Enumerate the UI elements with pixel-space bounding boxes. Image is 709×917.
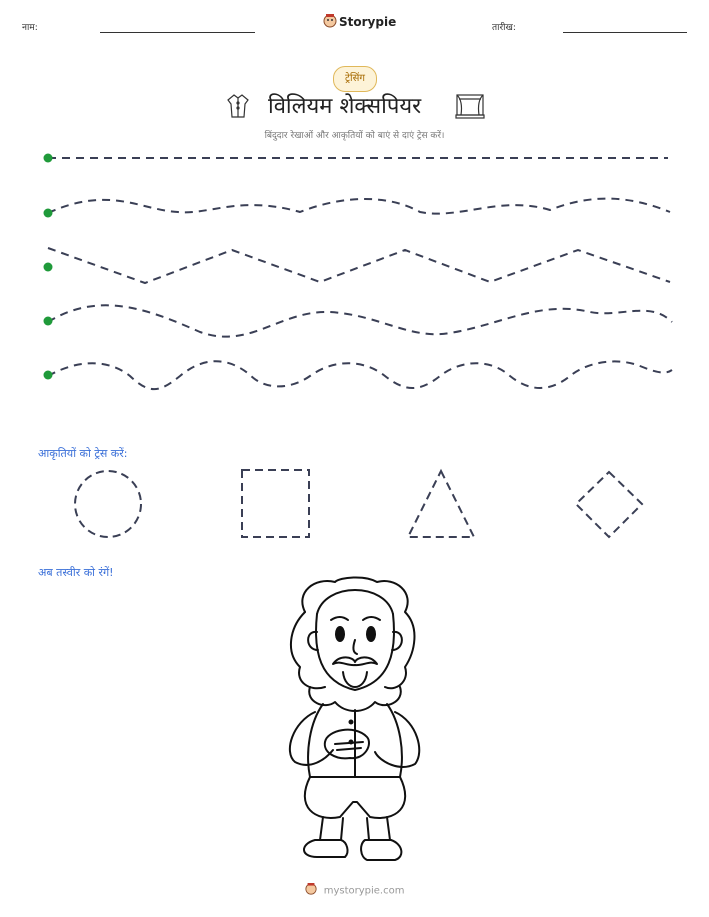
date-label: तारीख: — [492, 23, 516, 33]
theater-stage-icon — [455, 93, 485, 123]
footer — [0, 882, 709, 899]
date-field[interactable] — [563, 32, 687, 33]
tracing-line-wave-1 — [48, 199, 670, 214]
start-dot — [44, 317, 53, 326]
trace-shapes — [0, 462, 709, 547]
shakespeare-illustration — [255, 572, 455, 872]
name-field[interactable] — [100, 32, 255, 33]
trace-circle — [75, 471, 141, 537]
page-title: विलियम शेक्सपियर — [268, 94, 422, 119]
costume-icon — [224, 92, 252, 124]
storypie-logo-icon — [323, 13, 337, 33]
start-dot — [44, 371, 53, 380]
trace-square — [242, 470, 309, 537]
name-label: नाम: — [22, 23, 38, 33]
footer-url[interactable]: mystorypie.com — [323, 885, 405, 897]
tracing-badge: ट्रेसिंग — [333, 66, 377, 92]
coloring-heading: अब तस्वीर को रंगें! — [38, 566, 114, 579]
instructions: बिंदुदार रेखाओं और आकृतियों को बाएं से दाएं ट्रेस करें। — [264, 131, 445, 141]
start-dot — [44, 209, 53, 218]
start-dot — [44, 263, 53, 272]
brand-name: Storypie — [339, 15, 397, 29]
trace-triangle — [408, 471, 474, 537]
tracing-line-zigzag — [48, 248, 670, 283]
trace-diamond — [576, 472, 642, 537]
start-dot — [44, 154, 53, 163]
tracing-lines — [0, 140, 709, 400]
footer-logo-icon — [305, 882, 317, 899]
tracing-line-wave-2 — [48, 305, 672, 336]
tracing-line-wave-3 — [48, 361, 672, 389]
shapes-heading: आकृतियों को ट्रेस करें: — [38, 447, 128, 460]
